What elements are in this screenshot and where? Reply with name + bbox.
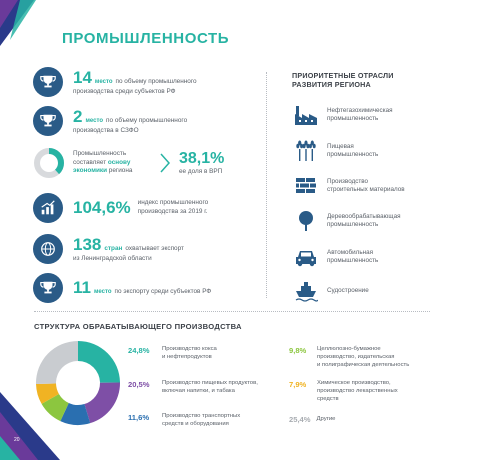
page-title: ПРОМЫШЛЕННОСТЬ: [62, 30, 230, 47]
legend-item-food: [128, 380, 258, 396]
trophy-icon: [33, 273, 63, 303]
slice-other: [36, 341, 78, 384]
priority-item-petrochemical: [292, 103, 393, 127]
legend-pct: 24,8%: [128, 346, 150, 355]
car-icon: [292, 245, 320, 269]
stat-text: производства за 2019 г.: [137, 208, 208, 215]
stat-value: 14: [73, 67, 92, 87]
stat-industrial-rank-szfo: [33, 106, 187, 136]
priority-item-label: Судостроение: [327, 286, 369, 294]
stat-text: по экспорту среди субъектов РФ: [114, 288, 212, 295]
stat-text: по объему промышленного: [106, 116, 188, 124]
stat-text: по объему промышленного: [115, 77, 197, 85]
stat-industrial-rank-rf: [33, 67, 197, 97]
stat-unit: место: [93, 289, 112, 295]
priority-item-label: Автомобильная: [327, 248, 374, 256]
priority-heading: [292, 71, 394, 90]
structure-donut-chart: [35, 340, 121, 426]
stat-value: 138: [73, 234, 102, 254]
priority-item-label: промышленность: [327, 151, 379, 158]
legend-label: Другие: [316, 416, 336, 422]
stat-value: 11: [73, 278, 91, 297]
stat-text: производства среди субъектов РФ: [73, 87, 176, 95]
trophy-icon: [33, 67, 63, 97]
legend-pct: 11,6%: [128, 413, 150, 422]
priority-item-construction: [292, 174, 405, 198]
growth-chart-icon: [33, 193, 63, 223]
slice-food: [84, 382, 120, 423]
stat-value: 38,1%: [179, 149, 225, 167]
legend-label: производство, издательская: [317, 353, 395, 360]
priority-item-woodworking: [292, 209, 401, 233]
bricks-icon: [292, 174, 320, 198]
legend-label: Производство транспортных: [162, 413, 241, 419]
legend-label: производство лекарственных: [317, 387, 398, 394]
priority-item-automotive: [292, 245, 378, 269]
trophy-icon: [33, 106, 63, 136]
slice-coke: [78, 341, 120, 383]
legend-pct: 20,5%: [128, 380, 150, 389]
legend-label: Химическое производство,: [317, 380, 391, 386]
ship-icon: [292, 279, 320, 303]
priority-item-food: [292, 139, 378, 163]
priority-item-label: Нефтегазохимическая: [327, 106, 393, 114]
vertical-divider: [266, 72, 267, 298]
stat-unit: место: [94, 78, 113, 85]
legend-label: Целлюлозно-бумажное: [317, 346, 381, 352]
ring-chart-icon: [33, 147, 65, 179]
page-number: 20: [14, 437, 20, 443]
stat-text: индекс промышленного: [137, 199, 209, 207]
stat-highlight: основу: [107, 158, 131, 166]
legend-item-other: [289, 415, 335, 424]
horizontal-divider: [34, 311, 430, 312]
stat-industry-share-grp: [33, 147, 224, 179]
legend-label: и полиграфическая деятельность: [317, 361, 410, 368]
legend-label: включая напитки, и табака: [162, 387, 235, 394]
chevron-right-icon: [159, 152, 171, 174]
tree-icon: [292, 209, 320, 233]
priority-item-label: строительных материалов: [327, 186, 405, 193]
stat-text: производства в СЗФО: [73, 126, 139, 134]
stat-text: охватывает экспорт: [125, 244, 184, 252]
structure-heading: СТРУКТУРА ОБРАБАТЫВАЮЩЕГО ПРОИЗВОДСТВА: [34, 322, 242, 331]
stat-text: Промышленность: [73, 150, 127, 158]
wheat-icon: [292, 139, 320, 163]
stat-highlight: экономики: [73, 167, 108, 175]
stat-unit: место: [85, 117, 104, 124]
legend-item-transport: [128, 413, 240, 429]
priority-item-label: Пищевая: [327, 142, 354, 150]
stat-value: 2: [73, 106, 83, 126]
legend-label: средств: [317, 395, 339, 402]
stat-unit: стран: [104, 244, 123, 252]
legend-item-chemical: [289, 380, 398, 404]
legend-pct: 7,9%: [289, 380, 307, 389]
legend-pct: 25,4%: [289, 415, 311, 424]
stat-production-index: [33, 193, 208, 223]
corner-decoration-top: [0, 0, 40, 60]
stat-text: составляет: [73, 158, 107, 166]
priority-item-label: Производство: [327, 177, 369, 185]
legend-label: Производство кокса: [162, 346, 217, 352]
stat-text: из Ленинградской области: [73, 254, 152, 262]
legend-label: и нефтепродуктов: [162, 353, 212, 360]
priority-heading-line: РАЗВИТИЯ РЕГИОНА: [292, 80, 371, 90]
legend-item-paper: [289, 346, 409, 370]
priority-item-label: промышленность: [327, 257, 379, 264]
priority-heading-line: ПРИОРИТЕТНЫЕ ОТРАСЛИ: [292, 71, 394, 80]
priority-item-shipbuilding: [292, 279, 369, 303]
stat-text: ее доля в ВРП: [179, 167, 223, 175]
legend-pct: 9,8%: [289, 346, 307, 355]
stat-value: 104,6%: [73, 198, 131, 217]
stat-export-rank: [33, 273, 211, 303]
priority-item-label: промышленность: [327, 115, 379, 122]
legend-label: Производство пищевых продуктов,: [162, 380, 258, 386]
stat-text: региона: [108, 167, 133, 175]
globe-icon: [33, 234, 63, 264]
legend-label: средств и оборудования: [162, 420, 229, 427]
priority-item-label: промышленность: [327, 221, 379, 228]
legend-item-coke: [128, 346, 217, 362]
factory-icon: [292, 103, 320, 127]
stat-export-countries: [33, 234, 184, 264]
priority-item-label: Деревообрабатывающая: [327, 212, 401, 220]
